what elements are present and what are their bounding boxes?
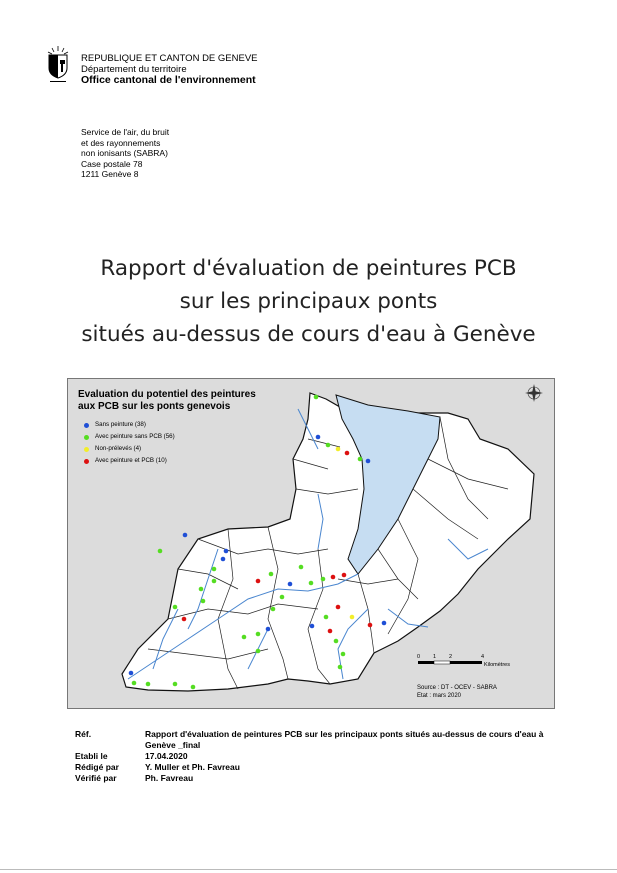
scale-tick-1: 1 bbox=[433, 654, 437, 660]
scale-tick-2: 2 bbox=[449, 654, 453, 660]
bridge-point-no-pcb bbox=[271, 607, 276, 612]
legend-label: Sans peinture (38) bbox=[95, 421, 146, 428]
document-metadata bbox=[75, 729, 565, 784]
office-line: Office cantonal de l'environnement bbox=[81, 74, 256, 86]
bridge-point-no-pcb bbox=[334, 639, 339, 644]
bridge-point-no-pcb bbox=[338, 665, 343, 670]
bridge-point-no-paint bbox=[266, 627, 271, 632]
republic-line: REPUBLIQUE ET CANTON DE GENEVE bbox=[81, 53, 258, 64]
scale-unit: Kilomètres bbox=[484, 662, 510, 668]
scale-labels bbox=[417, 654, 578, 668]
ref-label: Réf. bbox=[75, 729, 92, 739]
title-line-3: situés au-dessus de cours d'eau à Genève bbox=[81, 322, 536, 347]
bridge-point-no-paint bbox=[382, 621, 387, 626]
bridge-point-no-pcb bbox=[173, 605, 178, 610]
canton-outline bbox=[122, 393, 534, 691]
meta-date-row bbox=[75, 751, 565, 762]
bridge-point-no-pcb bbox=[309, 581, 314, 586]
bridge-point-no-pcb bbox=[199, 587, 204, 592]
city-line: 1211 Genève 8 bbox=[81, 169, 139, 179]
north-arrow-icon bbox=[525, 384, 543, 402]
bridge-point-no-paint bbox=[310, 624, 315, 629]
bridge-point-no-pcb bbox=[269, 572, 274, 577]
bridge-point-pcb bbox=[345, 451, 350, 456]
bridge-point-pcb bbox=[182, 617, 187, 622]
bridge-point-no-pcb bbox=[146, 682, 151, 687]
bridge-point-pcb bbox=[368, 623, 373, 628]
bridge-point-no-pcb bbox=[201, 599, 206, 604]
bridge-point-no-paint bbox=[288, 582, 293, 587]
bridge-point-no-paint bbox=[224, 549, 229, 554]
service-line-1: Service de l'air, du bruit bbox=[81, 127, 170, 137]
institution-header bbox=[81, 53, 258, 86]
bridge-point-pcb bbox=[256, 579, 261, 584]
bridge-point-no-pcb bbox=[242, 635, 247, 640]
legend-item-not-sampled bbox=[84, 443, 175, 455]
date-value: 17.04.2020 bbox=[145, 751, 188, 761]
bridge-point-no-paint bbox=[316, 435, 321, 440]
bridge-point-not-sampled bbox=[350, 615, 355, 620]
geneva-coat-of-arms-logo bbox=[44, 44, 72, 84]
bridge-point-pcb bbox=[336, 605, 341, 610]
bridge-point-no-pcb bbox=[256, 632, 261, 637]
map-title-line-1: Evaluation du potentiel des peintures bbox=[78, 389, 256, 400]
bridge-point-no-pcb bbox=[326, 443, 331, 448]
bridge-point-pcb bbox=[342, 573, 347, 578]
bridge-point-no-pcb bbox=[341, 652, 346, 657]
bridge-point-no-pcb bbox=[321, 577, 326, 582]
yellow-dot-icon bbox=[84, 447, 89, 452]
bridge-point-no-pcb bbox=[324, 615, 329, 620]
green-dot-icon bbox=[84, 435, 89, 440]
bridge-point-no-pcb bbox=[212, 567, 217, 572]
bridge-point-no-pcb bbox=[173, 682, 178, 687]
map-source bbox=[417, 684, 497, 700]
service-line-3: non ionisants (SABRA) bbox=[81, 148, 168, 158]
bridge-pcb-map bbox=[67, 378, 555, 709]
department-line: Département du territoire bbox=[81, 64, 187, 75]
blue-dot-icon bbox=[84, 423, 89, 428]
bridge-point-no-pcb bbox=[212, 579, 217, 584]
bridge-point-no-pcb bbox=[256, 649, 261, 654]
meta-ref-row bbox=[75, 729, 565, 751]
bridge-point-no-pcb bbox=[280, 595, 285, 600]
bridge-point-no-pcb bbox=[314, 395, 319, 400]
map-legend bbox=[84, 419, 175, 467]
legend-item-pcb bbox=[84, 455, 175, 467]
ref-value: Rapport d'évaluation de peintures PCB sur les principaux ponts situés au-dessus de cours d'eau à Genève _final bbox=[145, 729, 544, 750]
service-address bbox=[81, 127, 169, 180]
map-source-line: Source : DT - OCEV - SABRA bbox=[417, 685, 497, 691]
bridge-point-no-pcb bbox=[358, 457, 363, 462]
legend-label: Avec peinture et PCB (10) bbox=[95, 457, 167, 464]
author-label: Rédigé par bbox=[75, 762, 119, 772]
report-title bbox=[0, 252, 617, 351]
bridge-point-no-pcb bbox=[132, 681, 137, 686]
bridge-point-pcb bbox=[331, 575, 336, 580]
legend-label: Avec peinture sans PCB (56) bbox=[95, 433, 175, 440]
bridge-point-no-paint bbox=[129, 671, 134, 676]
meta-checker-row bbox=[75, 773, 565, 784]
legend-item-no-pcb bbox=[84, 431, 175, 443]
checker-value: Ph. Favreau bbox=[145, 773, 194, 783]
author-value: Y. Muller et Ph. Favreau bbox=[145, 762, 240, 772]
bridge-point-no-paint bbox=[366, 459, 371, 464]
map-title-line-2: aux PCB sur les ponts genevois bbox=[78, 401, 231, 412]
map-title bbox=[78, 389, 256, 413]
title-line-2: sur les principaux ponts bbox=[179, 289, 438, 314]
page-bottom-rule bbox=[0, 869, 617, 870]
postal-box-line: Case postale 78 bbox=[81, 158, 143, 169]
bridge-point-no-pcb bbox=[158, 549, 163, 554]
bridge-point-no-pcb bbox=[191, 685, 196, 690]
map-date-line: Etat : mars 2020 bbox=[417, 693, 462, 699]
legend-label: Non-prélevés (4) bbox=[95, 445, 142, 452]
title-line-1: Rapport d'évaluation de peintures PCB bbox=[100, 256, 517, 281]
scale-tick-4: 4 bbox=[481, 654, 485, 660]
legend-item-no-paint bbox=[84, 419, 175, 431]
bridge-point-no-paint bbox=[221, 557, 226, 562]
service-line-2: et des rayonnements bbox=[81, 137, 161, 148]
bridge-point-pcb bbox=[328, 629, 333, 634]
bridge-point-not-sampled bbox=[336, 447, 341, 452]
scale-tick-0: 0 bbox=[417, 654, 421, 660]
red-dot-icon bbox=[84, 459, 89, 464]
bridge-point-no-paint bbox=[183, 533, 188, 538]
meta-author-row bbox=[75, 762, 565, 773]
bridge-point-no-pcb bbox=[299, 565, 304, 570]
checker-label: Vérifié par bbox=[75, 773, 117, 783]
date-label: Etabli le bbox=[75, 751, 108, 761]
